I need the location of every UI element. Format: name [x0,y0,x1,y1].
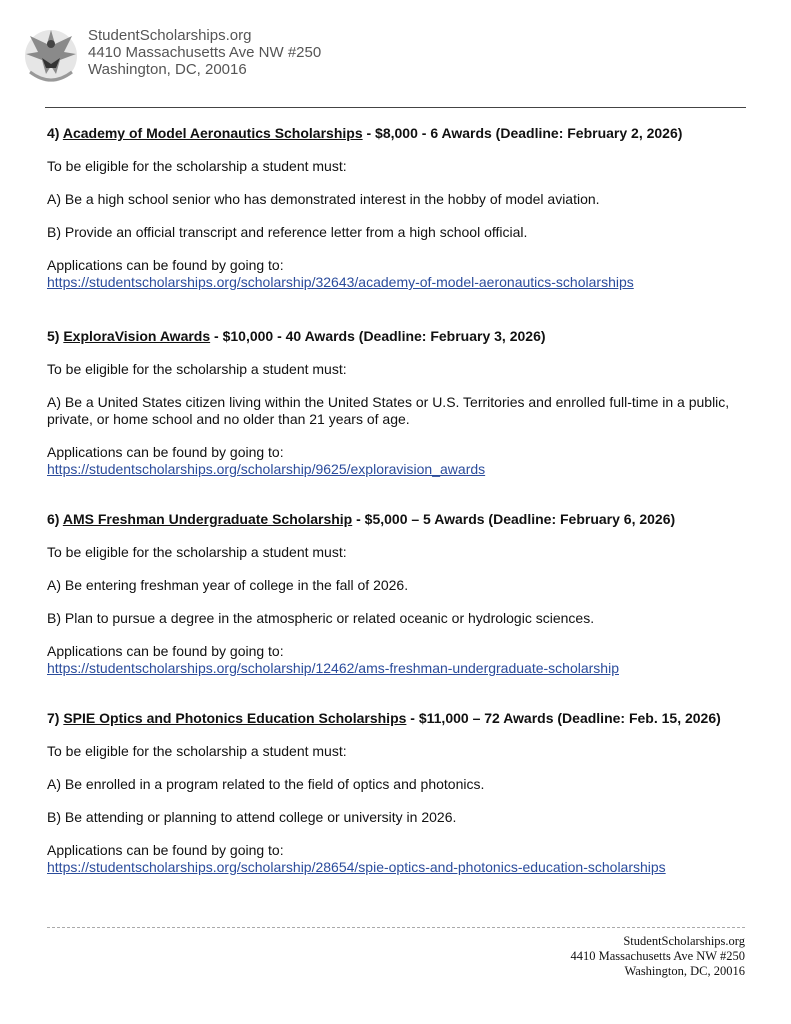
scholarship-link[interactable]: https://studentscholarships.org/scholarship/12462/ams-freshman-undergraduate-scholarship [47,660,619,676]
scholarship-title: ExploraVision Awards [63,328,211,344]
header-address [88,27,321,78]
footer-address [570,934,745,979]
footer-address-line2: Washington, DC, 20016 [624,964,745,978]
header-divider [45,107,746,108]
header-address-line2: Washington, DC, 20016 [88,61,247,78]
scholarship-number: 4) [47,125,60,141]
requirement: A) Be enrolled in a program related to the field of optics and photonics. [47,776,485,792]
requirement: A) Be a high school senior who has demonstrated interest in the hobby of model aviation. [47,191,600,207]
scholarship-details: - $5,000 – 5 Awards (Deadline: February 6, 2026) [352,511,676,527]
scholarship-heading [47,328,747,345]
header-org: StudentScholarships.org [88,27,252,44]
requirement: A) Be entering freshman year of college in the fall of 2026. [47,577,409,593]
eligibility-intro: To be eligible for the scholarship a student must: [47,158,347,174]
scholarship-number: 6) [47,511,60,527]
eligibility-intro: To be eligible for the scholarship a student must: [47,743,347,759]
scholarship-section [47,328,747,494]
eagle-crest-logo-icon [22,22,80,86]
eligibility-intro: To be eligible for the scholarship a student must: [47,361,347,377]
scholarship-link[interactable]: https://studentscholarships.org/scholarship/9625/exploravision_awards [47,461,486,477]
scholarship-title: AMS Freshman Undergraduate Scholarship [62,511,353,527]
scholarship-heading [47,511,747,528]
scholarship-link[interactable]: https://studentscholarships.org/scholarship/28654/spie-optics-and-photonics-education-scholarships [47,859,666,875]
applications-label: Applications can be found by going to: [47,643,284,659]
scholarship-section [47,511,747,693]
scholarship-details: - $8,000 - 6 Awards (Deadline: February 2, 2026) [362,125,683,141]
applications-label: Applications can be found by going to: [47,444,284,460]
applications-label: Applications can be found by going to: [47,842,284,858]
scholarship-number: 5) [47,328,60,344]
scholarship-section [47,125,747,307]
requirement: B) Plan to pursue a degree in the atmospheric or related oceanic or hydrologic sciences. [47,610,595,626]
scholarship-heading [47,125,747,142]
requirement: A) Be a United States citizen living within the United States or U.S. Territories and enrolled full-time in a public, private, or home school and no older than 21 years of age. [47,394,730,427]
requirement: B) Be attending or planning to attend college or university in 2026. [47,809,457,825]
scholarship-link[interactable]: https://studentscholarships.org/scholarship/32643/academy-of-model-aeronautics-scholarships [47,274,634,290]
eligibility-intro: To be eligible for the scholarship a student must: [47,544,347,560]
requirement: B) Provide an official transcript and reference letter from a high school official. [47,224,528,240]
scholarship-details: - $11,000 – 72 Awards (Deadline: Feb. 15, 2026) [406,710,721,726]
applications-label: Applications can be found by going to: [47,257,284,273]
scholarship-section [47,710,747,892]
scholarship-title: SPIE Optics and Photonics Education Scholarships [63,710,407,726]
footer-org: StudentScholarships.org [623,934,745,948]
scholarship-title: Academy of Model Aeronautics Scholarships [62,125,363,141]
scholarship-number: 7) [47,710,60,726]
footer-divider [47,927,745,928]
scholarship-heading [47,710,747,727]
header-address-line1: 4410 Massachusetts Ave NW #250 [88,44,322,61]
footer-address-line1: 4410 Massachusetts Ave NW #250 [570,949,745,963]
scholarship-details: - $10,000 - 40 Awards (Deadline: February 3, 2026) [210,328,546,344]
